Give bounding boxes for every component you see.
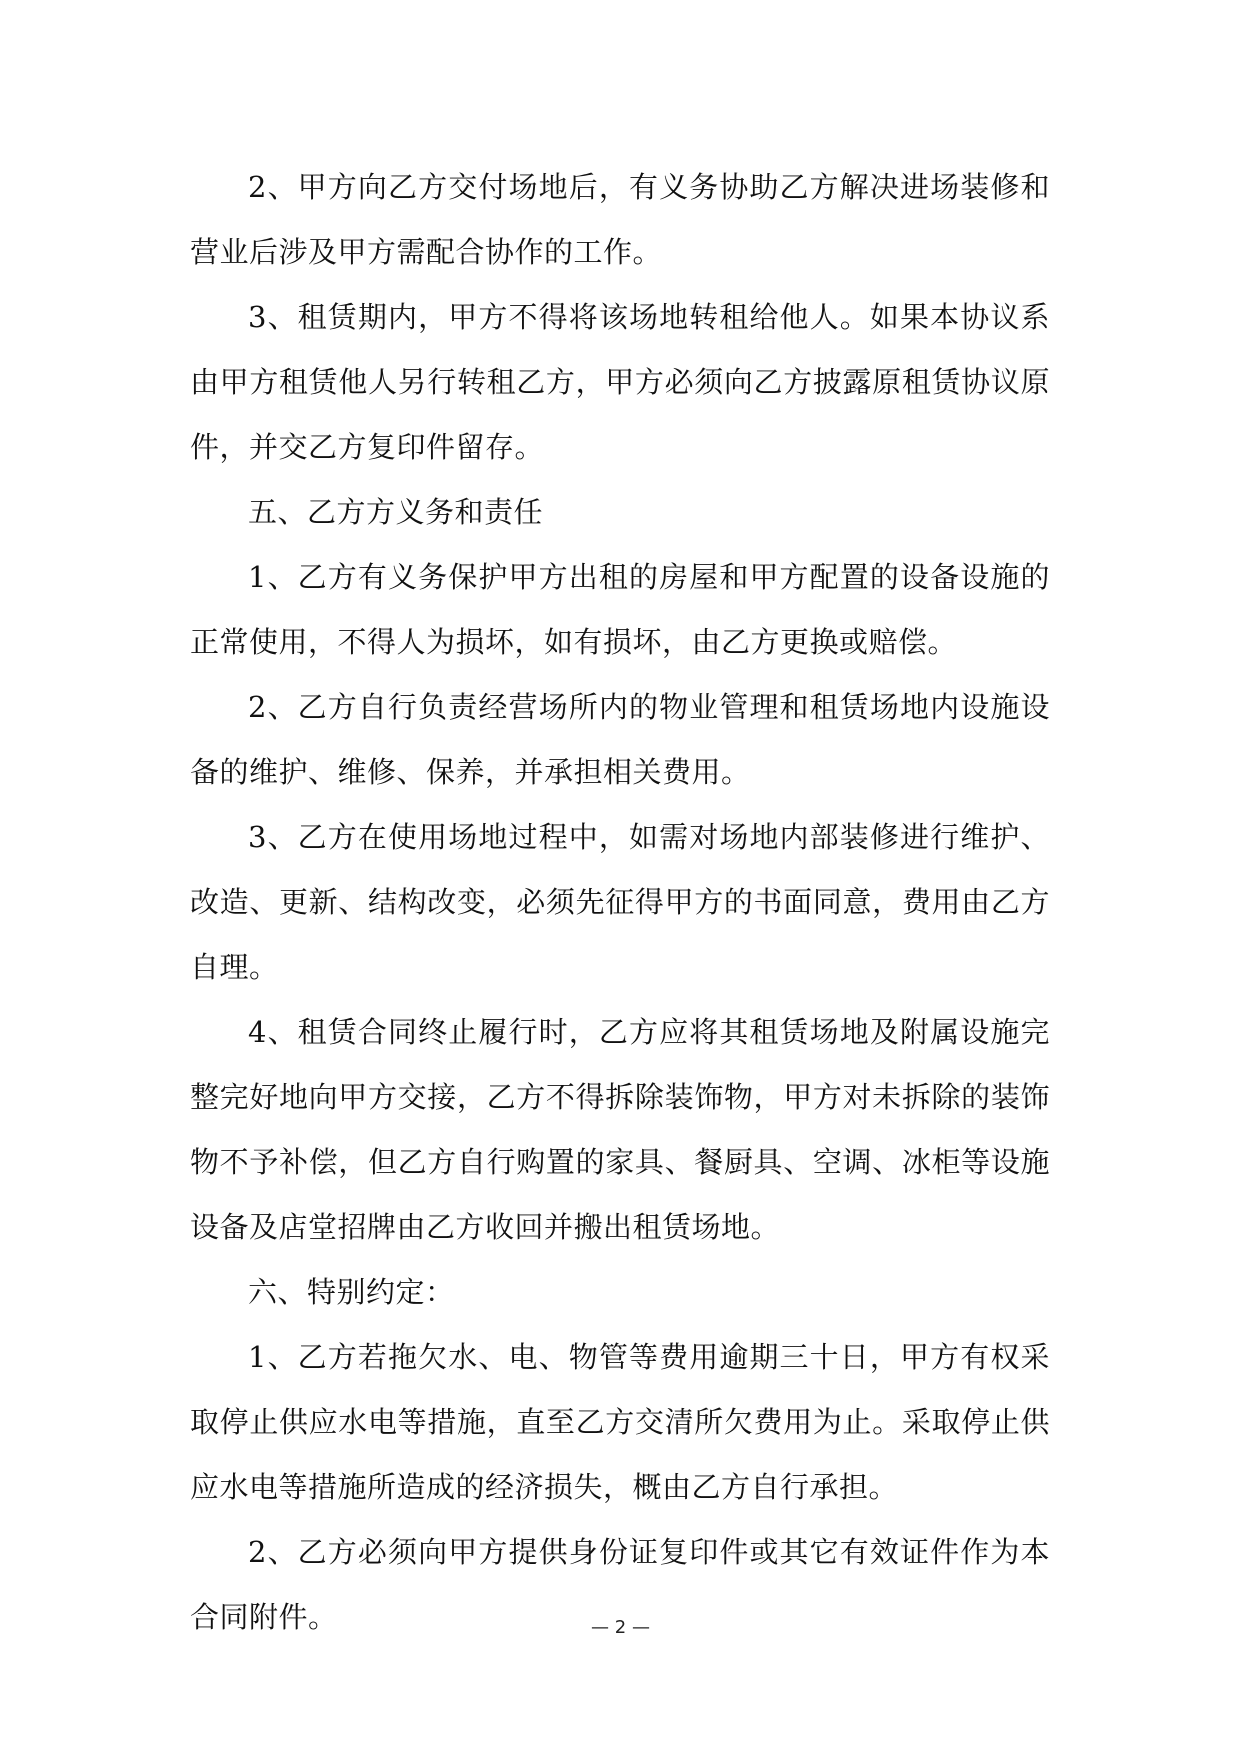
clause-4-2: 2、甲方向乙方交付场地后，有义务协助乙方解决进场装修和营业后涉及甲方需配合协作的工作。 [190,170,1050,269]
page-number: — 2 — [591,1617,650,1638]
section-heading-6: 六、特别约定： [248,1275,455,1309]
clause-5-3: 3、乙方在使用场地过程中，如需对场地内部装修进行维护、改造、更新、结构改变，必须先征得甲方的书面同意，费用由乙方自理。 [190,820,1050,984]
clause-5-1: 1、乙方有义务保护甲方出租的房屋和甲方配置的设备设施的正常使用，不得人为损坏，如有损坏，由乙方更换或赔偿。 [190,560,1050,659]
document-body [190,155,1050,1650]
clause-5-4: 4、租赁合同终止履行时，乙方应将其租赁场地及附属设施完整完好地向甲方交接，乙方不得拆除装饰物，甲方对未拆除的装饰物不予补偿，但乙方自行购置的家具、餐厨具、空调、冰柜等设施设备及店堂招牌由乙方收回并搬出租赁场地。 [190,1015,1050,1244]
clause-5-2: 2、乙方自行负责经营场所内的物业管理和租赁场地内设施设备的维护、维修、保养，并承担相关费用。 [190,690,1050,789]
clause-4-3: 3、租赁期内，甲方不得将该场地转租给他人。如果本协议系由甲方租赁他人另行转租乙方，甲方必须向乙方披露原租赁协议原件，并交乙方复印件留存。 [190,300,1050,464]
section-heading-5: 五、乙方方义务和责任 [248,495,544,529]
clause-6-2: 2、乙方必须向甲方提供身份证复印件或其它有效证件作为本合同附件。 [190,1535,1050,1634]
clause-6-1: 1、乙方若拖欠水、电、物管等费用逾期三十日，甲方有权采取停止供应水电等措施，直至乙方交清所欠费用为止。采取停止供应水电等措施所造成的经济损失，概由乙方自行承担。 [190,1340,1050,1504]
